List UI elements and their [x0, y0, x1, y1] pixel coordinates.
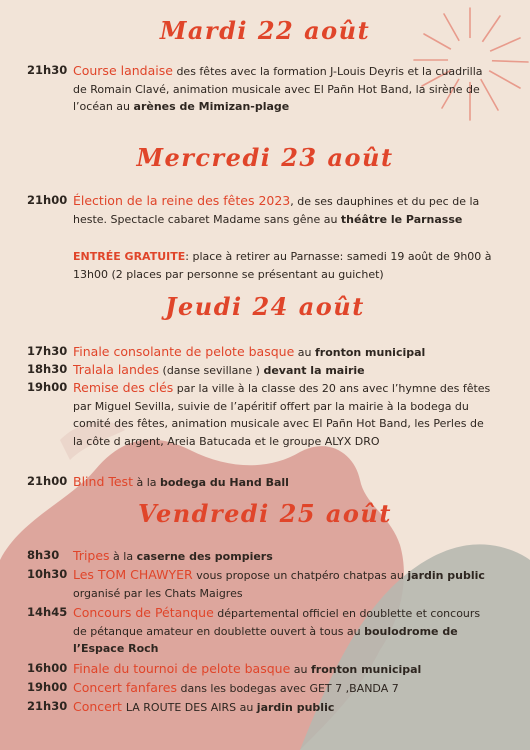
event-title: Tripes	[73, 548, 110, 563]
event-row	[0, 361, 530, 380]
event-row	[0, 660, 530, 679]
event-row	[0, 62, 530, 116]
event-description	[73, 698, 496, 717]
event-venue: théâtre le Parnasse	[340, 212, 463, 226]
event-text: LA ROUTE DES AIRS au	[125, 701, 257, 714]
day-title-vendredi: Vendredi 25 août	[138, 499, 392, 528]
event-title: Élection de la reine des fêtes 2023	[73, 193, 291, 208]
event-text: au	[290, 663, 311, 676]
event-description	[73, 343, 496, 362]
event-title: Course landaise	[73, 63, 173, 78]
event-text: dans les bodegas avec GET 7 ,BANDA 7	[177, 682, 399, 695]
event-row	[0, 679, 530, 698]
event-venue: jardin public	[256, 701, 335, 714]
event-text: à la	[132, 476, 160, 489]
event-description	[73, 566, 496, 602]
event-time: 18h30	[27, 362, 68, 376]
event-text: à la	[109, 550, 137, 563]
event-title: Concours de Pétanque	[73, 605, 214, 620]
event-time: 14h45	[27, 605, 68, 619]
event-venue: jardin public	[407, 569, 485, 582]
event-text: par la ville à la classe des 20 ans avec l’hymne des fêtes par Miguel Sevilla, suivie de l’apéritif offert par la mairie à la bodega du comité des fêtes, animation musicale avec El Pañn Hot Band, les Perles de la côte d argent, Areia Batucada et le groupe ALYX DRO	[73, 382, 491, 448]
event-time: 19h00	[27, 380, 68, 394]
event-row	[0, 566, 530, 602]
event-row	[0, 192, 530, 228]
event-row	[0, 473, 530, 492]
day-title-jeudi: Jeudi 24 août	[165, 292, 365, 321]
event-text-after: organisé par les Chats Maigres	[73, 586, 243, 600]
day-title-mardi: Mardi 22 août	[159, 16, 371, 45]
event-row	[0, 547, 530, 566]
event-text: (danse sevillane )	[159, 364, 264, 377]
event-title: Blind Test	[73, 474, 133, 489]
event-venue: bodega du Hand Ball	[160, 476, 289, 489]
event-title: Concert fanfares	[73, 680, 177, 695]
event-text: au	[294, 346, 315, 359]
event-text: départemental officiel en doublette et concours de pétanque amateur en doublette ouvert à tous au	[73, 607, 481, 638]
event-venue: fronton municipal	[311, 663, 422, 676]
event-text: vous propose un chatpéro chatpas au	[192, 569, 408, 582]
event-text: des fêtes avec la formation J-Louis Deyris et la cuadrilla de Romain Clavé, animation musicale avec El Pañn Hot Band, la sirène de l’océan au	[73, 65, 483, 113]
event-description	[73, 473, 496, 492]
event-row	[0, 379, 530, 450]
event-time: 21h30	[27, 699, 68, 713]
event-title: Tralala landes	[73, 362, 160, 377]
event-row	[0, 343, 530, 362]
free-entry-text: : place à retirer au Parnasse: samedi 19 août de 9h00 à 13h00 (2 places par personne se présentant au guichet)	[73, 250, 492, 281]
event-venue: boulodrome de l’Espace Roch	[73, 624, 458, 655]
event-time: 17h30	[27, 344, 68, 358]
event-title: Les TOM CHAWYER	[73, 567, 193, 582]
event-text: , de ses dauphines et du pec de la heste. Spectacle cabaret Madame sans gêne au	[73, 195, 480, 226]
event-description	[73, 361, 496, 380]
event-title: Concert	[73, 699, 126, 714]
event-venue: devant la mairie	[263, 364, 365, 377]
event-time: 16h00	[27, 661, 68, 675]
event-title: Remise des clés	[73, 380, 174, 395]
event-title: Finale consolante de pelote basque	[73, 344, 295, 359]
free-entry-note	[73, 248, 503, 283]
event-time: 21h00	[27, 474, 68, 488]
event-description	[73, 604, 496, 658]
event-time: 8h30	[27, 548, 60, 562]
event-venue: fronton municipal	[314, 346, 426, 359]
event-description	[73, 192, 496, 228]
event-venue: arènes de Mimizan-plage	[133, 100, 290, 113]
event-time: 10h30	[27, 567, 68, 581]
event-time: 21h30	[27, 63, 68, 77]
event-description	[73, 379, 496, 450]
event-description	[73, 547, 496, 566]
event-title: Finale du tournoi de pelote basque	[73, 661, 291, 676]
event-description	[73, 62, 496, 116]
event-description	[73, 679, 496, 698]
event-venue: caserne des pompiers	[136, 550, 273, 563]
free-entry-label: ENTRÉE GRATUITE	[73, 250, 186, 263]
event-time: 21h00	[27, 193, 68, 207]
day-title-mercredi: Mercredi 23 août	[136, 143, 394, 172]
event-description	[73, 660, 496, 679]
event-row	[0, 604, 530, 658]
event-time: 19h00	[27, 680, 68, 694]
event-row	[0, 698, 530, 717]
